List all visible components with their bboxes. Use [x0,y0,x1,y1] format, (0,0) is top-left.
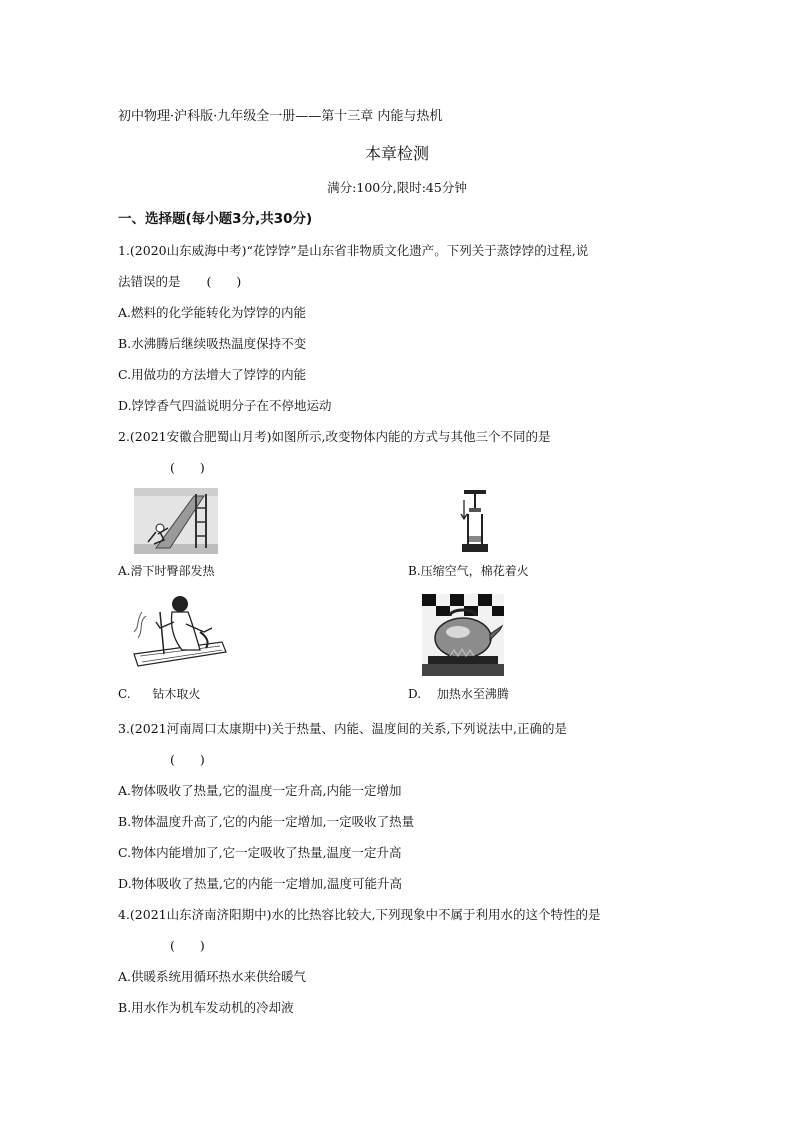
q3-option-a: A.物体吸收了热量,它的温度一定升高,内能一定增加 [118,783,402,798]
section-heading: 一、选择题(每小题3分,共30分) [118,211,313,227]
header: 初中物理·沪科版·九年级全一册——第十三章 内能与热机 [118,109,443,124]
q1-option-a: A.燃料的化学能转化为饽饽的内能 [118,305,307,320]
q1-option-d: D.饽饽香气四溢说明分子在不停地运动 [118,398,332,413]
q3-option-b: B.物体温度升高了,它的内能一定增加,一定吸收了热量 [118,814,415,829]
q3-stem: 3.(2021河南周口太康期中)关于热量、内能、温度间的关系,下列说法中,正确的是 [118,721,567,736]
q2-caption-d [408,685,509,702]
fire-drill-image [130,592,230,676]
kettle-heating-image [422,594,504,676]
q3-option-d: D.物体吸收了热量,它的内能一定增加,温度可能升高 [118,876,402,891]
q2-caption-b: B.压缩空气，棉花着火 [408,564,529,578]
q4-answer-paren: ( ) [170,938,205,953]
slide-image [134,488,218,554]
q2-caption-d-label: D. [408,687,422,701]
q1-stem-line1: 1.(2020山东威海中考)“花饽饽”是山东省非物质文化遗产。下列关于蒸饽饽的过程,说 [118,243,589,258]
q2-caption-c [118,685,200,702]
page-title: 本章检测 [364,144,429,163]
q3-answer-paren: ( ) [170,752,205,767]
q4-option-b: B.用水作为机车发动机的冷却液 [118,1000,294,1015]
q4-stem: 4.(2021山东济南济阳期中)水的比热容比较大,下列现象中不属于利用水的这个特性的是 [118,907,601,922]
q2-caption-d-text: 加热水至沸腾 [436,687,509,701]
q2-caption-c-label: C. [118,687,131,701]
air-compression-image [458,488,492,556]
q1-option-b: B.水沸腾后继续吸热温度保持不变 [118,336,307,351]
q1-stem-line2 [118,272,241,290]
q3-option-c: C.物体内能增加了,它一定吸收了热量,温度一定升高 [118,845,402,860]
q1-option-c: C.用做功的方法增大了饽饽的内能 [118,367,307,382]
q1-answer-paren: ( ) [206,274,242,289]
q2-stem: 2.(2021安徽合肥蜀山月考)如图所示,改变物体内能的方式与其他三个不同的是 [118,429,551,444]
q4-option-a: A.供暖系统用循环热水来供给暖气 [118,969,307,984]
q1-stem-text: 法错误的是 [118,274,181,289]
q2-caption-c-text: 钻木取火 [152,687,201,701]
q2-caption-a: A.滑下时臀部发热 [118,564,215,578]
q2-answer-paren: ( ) [170,460,205,475]
score-info: 满分:100分,限时:45分钟 [327,180,467,195]
